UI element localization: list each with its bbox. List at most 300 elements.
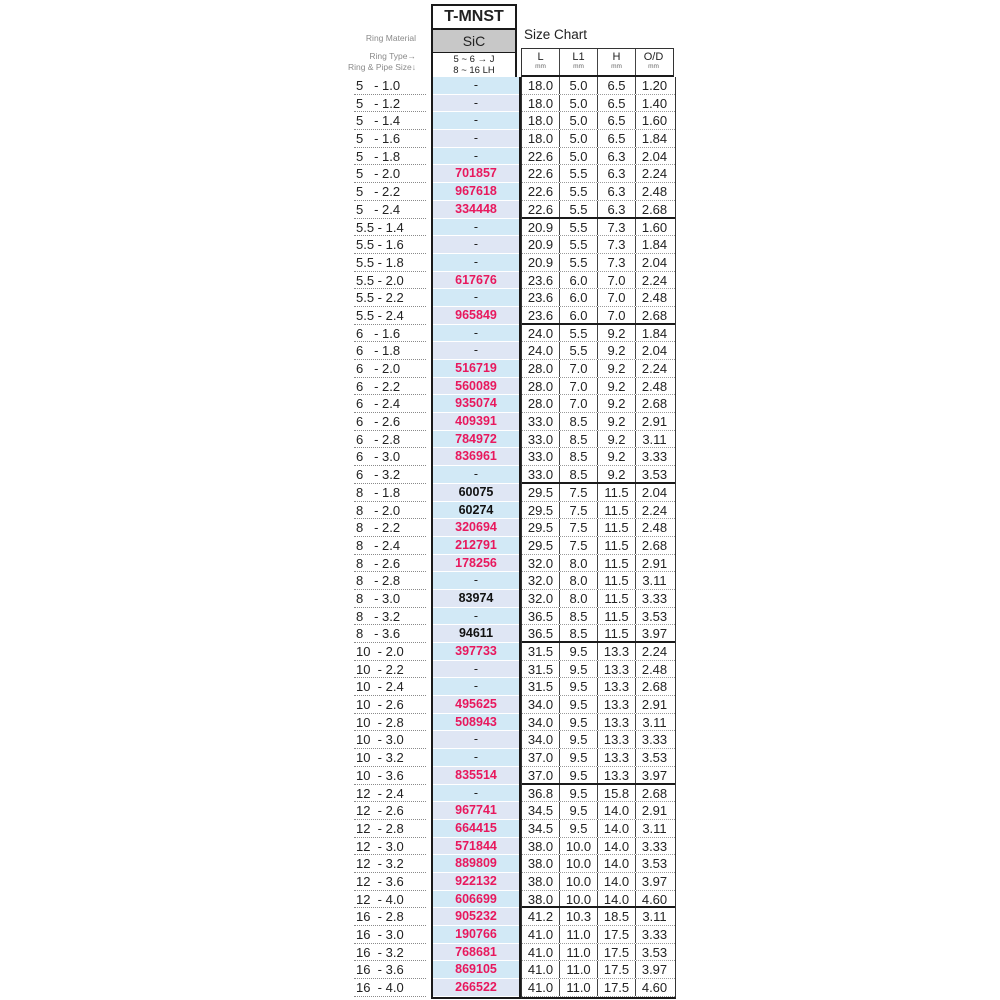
l1-cell: 7.5 [560, 484, 598, 501]
dimension-row [522, 519, 675, 537]
h-cell: 14.0 [598, 838, 636, 855]
size-cell: 5 - 2.0 [354, 165, 426, 183]
size-cell: 12 - 2.4 [354, 785, 426, 803]
dimension-row [522, 431, 675, 449]
l-cell: 33.0 [522, 431, 560, 448]
size-cell: 10 - 2.4 [354, 678, 426, 696]
l-cell: 22.6 [522, 183, 560, 200]
dimension-row [522, 378, 675, 396]
size-cell: 5.5 - 1.8 [354, 254, 426, 272]
dimension-row [522, 855, 675, 873]
product-code-cell: - [433, 749, 519, 767]
l1-cell: 8.5 [560, 625, 598, 641]
l1-cell: 6.0 [560, 289, 598, 306]
od-cell: 3.11 [642, 820, 667, 836]
product-code-cell: 965849 [433, 307, 519, 325]
size-cell: 10 - 3.2 [354, 749, 426, 767]
l-cell: 23.6 [522, 289, 560, 306]
l-cell: 41.0 [522, 944, 560, 961]
od-cell: 3.33 [641, 927, 668, 942]
dimension-row [522, 219, 675, 237]
dimension-row [522, 590, 675, 608]
l-cell: 33.0 [522, 466, 560, 482]
dimension-row [522, 696, 675, 714]
h-cell: 13.3 [598, 678, 636, 695]
dimension-row [522, 413, 675, 431]
od-cell: 3.11 [642, 431, 667, 447]
l1-cell: 5.5 [560, 201, 598, 217]
l-cell: 34.5 [522, 802, 560, 819]
h-cell: 9.2 [598, 448, 636, 465]
l-cell: 41.0 [522, 961, 560, 978]
od-cell: 3.53 [641, 944, 668, 960]
l1-cell: 10.0 [560, 873, 598, 890]
h-cell: 6.5 [598, 130, 636, 147]
h-cell: 11.5 [598, 502, 636, 519]
l-cell: 37.0 [522, 767, 560, 783]
product-code-cell: - [433, 130, 519, 148]
dimension-row [522, 148, 675, 166]
l-cell: 23.6 [522, 272, 560, 289]
size-cell: 6 - 2.2 [354, 378, 426, 396]
size-cell: 10 - 3.6 [354, 767, 426, 785]
h-cell: 6.5 [598, 95, 636, 112]
dimension-row [522, 572, 675, 590]
l-cell: 18.0 [522, 95, 560, 112]
dimension-row [522, 236, 675, 254]
size-cell: 12 - 3.6 [354, 873, 426, 891]
od-cell: 2.68 [641, 785, 668, 801]
l1-cell: 8.0 [560, 590, 598, 607]
product-code-cell: 922132 [433, 873, 519, 891]
size-cell: 6 - 1.8 [354, 342, 426, 360]
h-cell: 6.3 [598, 148, 636, 165]
material-cell: SiC [431, 30, 517, 52]
l1-cell: 8.5 [560, 413, 598, 430]
h-cell: 14.0 [598, 873, 636, 890]
od-cell: 3.33 [641, 732, 668, 748]
h-cell: 18.5 [598, 908, 636, 925]
dimension-row [522, 130, 675, 148]
product-code-column [431, 77, 521, 999]
h-cell: 6.5 [598, 112, 636, 129]
product-code-cell: - [433, 254, 519, 272]
l-cell: 38.0 [522, 855, 560, 872]
product-code-cell: 967618 [433, 183, 519, 201]
h-cell: 9.2 [598, 378, 636, 395]
od-cell: 1.60 [641, 113, 668, 129]
l1-cell: 5.5 [560, 325, 598, 342]
l-cell: 31.5 [522, 661, 560, 678]
od-cell: 2.91 [641, 803, 668, 819]
h-cell: 7.0 [598, 289, 636, 306]
h-cell: 11.5 [598, 590, 636, 607]
col-od-header: O/D mm [643, 51, 664, 70]
product-code-cell: 835514 [433, 767, 519, 785]
od-cell: 1.40 [641, 95, 668, 111]
h-cell: 14.0 [598, 820, 636, 837]
h-cell: 11.5 [598, 537, 636, 554]
l-cell: 38.0 [522, 873, 560, 890]
h-cell: 13.3 [598, 661, 636, 678]
size-cell: 8 - 2.4 [354, 537, 426, 555]
size-chart-title: Size Chart [524, 27, 588, 42]
product-code-cell: - [433, 572, 519, 590]
l1-cell: 5.0 [560, 130, 598, 147]
ring-type-line-2: 8 ~ 16 LH [453, 65, 495, 76]
od-cell: 3.33 [641, 590, 668, 606]
size-cell: 5.5 - 1.6 [354, 236, 426, 254]
product-code-cell: 409391 [433, 413, 519, 431]
od-cell: 3.11 [642, 909, 667, 925]
h-cell: 9.2 [598, 342, 636, 359]
l-cell: 34.5 [522, 820, 560, 837]
product-code-cell: - [433, 289, 519, 307]
product-code-cell: - [433, 112, 519, 130]
product-code-cell: - [433, 95, 519, 113]
od-cell: 2.24 [641, 644, 668, 659]
product-code-cell: 935074 [433, 395, 519, 413]
l1-cell: 5.5 [560, 236, 598, 253]
product-code-cell: 178256 [433, 555, 519, 573]
dimension-row [522, 731, 675, 749]
h-cell: 9.2 [598, 325, 636, 342]
product-code-cell: - [433, 785, 519, 803]
od-cell: 2.48 [641, 290, 668, 306]
od-cell: 2.48 [641, 661, 668, 677]
h-cell: 17.5 [598, 944, 636, 961]
dimension-row [522, 944, 675, 962]
size-cell: 6 - 1.6 [354, 325, 426, 343]
l-cell: 36.8 [522, 785, 560, 802]
l1-cell: 5.0 [560, 148, 598, 165]
size-cell: 12 - 3.2 [354, 855, 426, 873]
l1-cell: 9.5 [560, 820, 598, 837]
dimension-row [522, 608, 675, 626]
product-code-cell: 508943 [433, 714, 519, 732]
od-cell: 1.84 [641, 131, 668, 147]
product-code-cell: - [433, 608, 519, 626]
l-cell: 41.0 [522, 979, 560, 996]
product-code-cell: 334448 [433, 201, 519, 219]
size-cell: 8 - 2.0 [354, 502, 426, 520]
l-cell: 36.5 [522, 608, 560, 625]
od-cell: 2.24 [641, 272, 668, 288]
size-cell: 5.5 - 1.4 [354, 219, 426, 237]
size-cell: 5 - 2.4 [354, 201, 426, 219]
product-code-cell: 320694 [433, 519, 519, 537]
dimension-row [522, 537, 675, 555]
l1-cell: 10.0 [560, 855, 598, 872]
dimension-row [522, 289, 675, 307]
l1-cell: 10.3 [560, 908, 598, 925]
product-code-cell: 516719 [433, 360, 519, 378]
h-cell: 6.3 [598, 201, 636, 217]
size-cell: 10 - 3.0 [354, 731, 426, 749]
l1-cell: 5.0 [560, 95, 598, 112]
l1-cell: 5.0 [560, 112, 598, 129]
size-cell: 16 - 2.8 [354, 908, 426, 926]
l1-cell: 9.5 [560, 696, 598, 713]
ring-type-label: Ring Type→ [369, 51, 416, 61]
od-cell: 3.33 [641, 838, 668, 854]
od-cell: 3.53 [641, 750, 668, 766]
l1-cell: 5.5 [560, 219, 598, 236]
product-code-cell: 967741 [433, 802, 519, 820]
l1-cell: 10.0 [560, 838, 598, 855]
l-cell: 18.0 [522, 77, 560, 94]
h-cell: 17.5 [598, 979, 636, 996]
od-cell: 2.91 [641, 555, 668, 571]
od-cell: 3.53 [641, 467, 668, 483]
product-code-cell: 836961 [433, 448, 519, 466]
size-cell: 12 - 4.0 [354, 891, 426, 909]
l1-cell: 7.5 [560, 502, 598, 519]
od-cell: 2.48 [641, 184, 668, 200]
product-code-cell: - [433, 661, 519, 679]
h-cell: 9.2 [598, 431, 636, 448]
h-cell: 15.8 [598, 785, 636, 802]
size-cell: 5.5 - 2.0 [354, 272, 426, 290]
l1-cell: 8.0 [560, 572, 598, 589]
size-cell: 8 - 3.2 [354, 608, 426, 626]
l-cell: 29.5 [522, 519, 560, 536]
od-cell: 4.60 [641, 980, 668, 996]
h-cell: 11.5 [598, 625, 636, 641]
dimension-row [522, 201, 675, 219]
od-cell: 1.84 [641, 237, 668, 253]
od-cell: 3.97 [641, 767, 668, 783]
h-cell: 13.3 [598, 696, 636, 713]
l-cell: 41.0 [522, 926, 560, 943]
size-cell: 5 - 1.6 [354, 130, 426, 148]
l-cell: 20.9 [522, 219, 560, 236]
h-cell: 7.3 [598, 236, 636, 253]
dimension-row [522, 625, 675, 643]
dimension-row [522, 448, 675, 466]
product-code-cell: 83974 [433, 590, 519, 608]
dimension-row [522, 360, 675, 378]
l-cell: 20.9 [522, 236, 560, 253]
size-cell: 8 - 2.8 [354, 572, 426, 590]
h-cell: 7.3 [598, 219, 636, 236]
h-cell: 13.3 [598, 643, 636, 660]
dimension-row [522, 820, 675, 838]
l1-cell: 9.5 [560, 802, 598, 819]
product-code-cell: 60274 [433, 502, 519, 520]
h-cell: 14.0 [598, 891, 636, 907]
ring-type-line-1: 5 ~ 6 → J [453, 54, 495, 65]
size-cell: 10 - 2.8 [354, 714, 426, 732]
size-cell: 6 - 3.2 [354, 466, 426, 484]
size-cell: 12 - 2.6 [354, 802, 426, 820]
h-cell: 9.2 [598, 466, 636, 482]
dimension-row [522, 802, 675, 820]
l-cell: 32.0 [522, 572, 560, 589]
h-cell: 17.5 [598, 961, 636, 978]
od-cell: 1.20 [641, 78, 668, 93]
l-cell: 29.5 [522, 537, 560, 554]
product-code-cell: 60075 [433, 484, 519, 502]
size-column [354, 77, 426, 997]
l1-cell: 11.0 [560, 961, 598, 978]
od-cell: 2.48 [641, 378, 668, 394]
h-cell: 13.3 [598, 714, 636, 731]
dimension-row [522, 873, 675, 891]
l-cell: 18.0 [522, 112, 560, 129]
size-cell: 6 - 2.6 [354, 413, 426, 431]
l1-cell: 7.5 [560, 537, 598, 554]
l1-cell: 9.5 [560, 785, 598, 802]
l1-cell: 9.5 [560, 714, 598, 731]
product-code-cell: 617676 [433, 272, 519, 290]
size-cell: 6 - 2.4 [354, 395, 426, 413]
product-code-cell: 571844 [433, 838, 519, 856]
dimension-row [522, 908, 675, 926]
dimension-row [522, 395, 675, 413]
l-cell: 23.6 [522, 307, 560, 323]
l-cell: 31.5 [522, 643, 560, 660]
l1-cell: 7.0 [560, 360, 598, 377]
product-code-cell: - [433, 148, 519, 166]
l1-cell: 11.0 [560, 944, 598, 961]
l1-cell: 11.0 [560, 979, 598, 996]
dimension-row [522, 466, 675, 484]
dimension-row [522, 961, 675, 979]
dimension-row [522, 484, 675, 502]
size-cell: 6 - 3.0 [354, 448, 426, 466]
product-code-cell: 784972 [433, 431, 519, 449]
size-cell: 16 - 3.2 [354, 944, 426, 962]
od-cell: 2.91 [641, 414, 668, 430]
product-code-cell: 869105 [433, 961, 519, 979]
product-code-cell: 397733 [433, 643, 519, 661]
l1-cell: 7.5 [560, 519, 598, 536]
size-cell: 5.5 - 2.2 [354, 289, 426, 307]
col-l-header: L mm [522, 49, 560, 75]
product-code-cell: - [433, 678, 519, 696]
od-cell: 3.97 [641, 873, 668, 889]
dimension-row [522, 643, 675, 661]
ring-material-label: Ring Material [365, 33, 416, 43]
l1-cell: 5.0 [560, 77, 598, 94]
od-cell: 2.24 [641, 166, 668, 182]
ring-type-cell [431, 52, 517, 77]
dimension-row [522, 555, 675, 573]
l-cell: 37.0 [522, 749, 560, 766]
size-cell: 10 - 2.0 [354, 643, 426, 661]
dimension-row [522, 767, 675, 785]
size-cell: 10 - 2.2 [354, 661, 426, 679]
h-cell: 7.3 [598, 254, 636, 271]
l1-cell: 8.5 [560, 431, 598, 448]
od-cell: 2.04 [641, 148, 668, 164]
od-cell: 3.97 [641, 626, 668, 642]
l1-cell: 9.5 [560, 643, 598, 660]
product-code-cell: - [433, 466, 519, 484]
product-code-cell: - [433, 325, 519, 343]
h-cell: 7.0 [598, 307, 636, 323]
od-cell: 2.68 [641, 679, 668, 695]
h-cell: 13.3 [598, 767, 636, 783]
product-code-cell: 560089 [433, 378, 519, 396]
l-cell: 22.6 [522, 148, 560, 165]
product-code-cell: - [433, 342, 519, 360]
h-cell: 13.3 [598, 731, 636, 748]
od-cell: 3.97 [641, 962, 668, 978]
size-cell: 5.5 - 2.4 [354, 307, 426, 325]
h-cell: 6.3 [598, 165, 636, 182]
product-code-cell: 701857 [433, 165, 519, 183]
od-cell: 1.84 [641, 325, 668, 341]
h-cell: 11.5 [598, 608, 636, 625]
product-code-cell: 889809 [433, 855, 519, 873]
dimension-row [522, 254, 675, 272]
size-cell: 10 - 2.6 [354, 696, 426, 714]
l-cell: 28.0 [522, 360, 560, 377]
dimension-header [521, 48, 674, 77]
h-cell: 9.2 [598, 360, 636, 377]
size-cell: 8 - 1.8 [354, 484, 426, 502]
product-code-cell: 266522 [433, 979, 519, 997]
l-cell: 33.0 [522, 448, 560, 465]
product-code-cell: 495625 [433, 696, 519, 714]
product-code-cell: 190766 [433, 926, 519, 944]
l-cell: 24.0 [522, 325, 560, 342]
dimension-row [522, 749, 675, 767]
l-cell: 29.5 [522, 502, 560, 519]
h-cell: 14.0 [598, 855, 636, 872]
ring-pipe-size-label: Ring & Pipe Size↓ [347, 62, 416, 72]
l-cell: 34.0 [522, 714, 560, 731]
l-cell: 31.5 [522, 678, 560, 695]
product-code-cell: - [433, 77, 519, 95]
l1-cell: 10.0 [560, 891, 598, 907]
od-cell: 1.60 [641, 219, 668, 235]
od-cell: 3.53 [641, 608, 668, 624]
l-cell: 20.9 [522, 254, 560, 271]
dimension-row [522, 678, 675, 696]
product-code-cell: - [433, 236, 519, 254]
dimension-row [522, 838, 675, 856]
l1-cell: 9.5 [560, 731, 598, 748]
l-cell: 38.0 [522, 891, 560, 907]
size-cell: 6 - 2.8 [354, 431, 426, 449]
dimension-row [522, 926, 675, 944]
size-cell: 8 - 2.6 [354, 555, 426, 573]
h-cell: 11.5 [598, 572, 636, 589]
l1-cell: 11.0 [560, 926, 598, 943]
l1-cell: 9.5 [560, 678, 598, 695]
dimension-row [522, 325, 675, 343]
product-code-cell: 212791 [433, 537, 519, 555]
l-cell: 32.0 [522, 590, 560, 607]
col-l1-header: L1 mm [560, 49, 598, 75]
od-cell: 4.60 [641, 891, 668, 907]
model-title: T-MNST [431, 4, 517, 30]
l-cell: 24.0 [522, 342, 560, 359]
l-cell: 28.0 [522, 378, 560, 395]
dimension-row [522, 165, 675, 183]
od-cell: 2.04 [641, 484, 668, 500]
size-cell: 6 - 2.0 [354, 360, 426, 378]
l-cell: 22.6 [522, 201, 560, 217]
od-cell: 3.53 [641, 856, 668, 872]
l-cell: 28.0 [522, 395, 560, 412]
l1-cell: 9.5 [560, 749, 598, 766]
od-cell: 2.48 [641, 520, 668, 536]
l1-cell: 5.5 [560, 165, 598, 182]
